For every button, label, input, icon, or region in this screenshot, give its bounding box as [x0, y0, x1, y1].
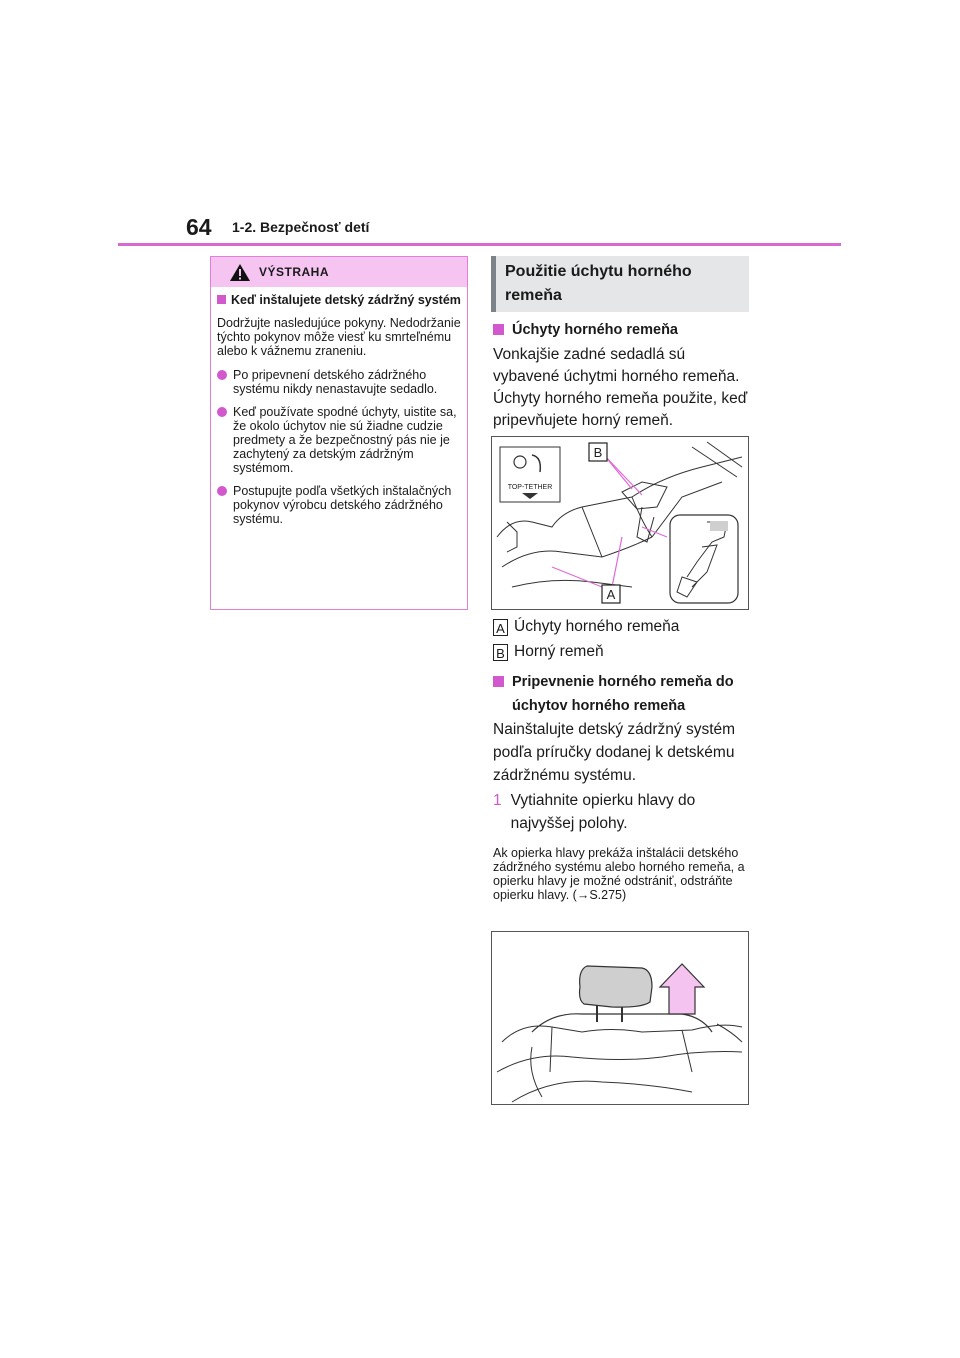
round-bullet-icon [217, 486, 227, 496]
header-rule [118, 243, 841, 246]
tether-anchor-illustration [492, 437, 747, 608]
round-bullet-icon [217, 407, 227, 417]
step-1 [493, 789, 749, 835]
note-headrest: Ak opierka hlavy prekáža inštalácii detského zádržného systému alebo horného remeňa, a opierku hlavy je možné odstrániť, odstráňte opierku hlavy. (→S.275) [493, 846, 745, 902]
square-bullet-icon [493, 676, 504, 687]
warning-bullet [217, 484, 463, 526]
round-bullet-icon [217, 370, 227, 380]
paragraph-use-anchors: Úchyty horného remeňa použite, keď pripevňujete horný remeň. [493, 390, 748, 429]
warning-subheading-row [217, 293, 463, 307]
legend-item-a [493, 618, 679, 636]
warning-bullet-text: Po pripevnení detského zádržného systému nikdy nenastavujte sedadlo. [233, 368, 438, 396]
step-number: 1 [493, 792, 502, 809]
legend-key-b: B [493, 644, 508, 661]
section-heading: Použitie úchytu horného remeňa [491, 256, 749, 312]
subheading-anchors [493, 318, 749, 342]
arrow-up-icon [660, 964, 704, 1014]
warning-header [211, 257, 467, 287]
square-bullet-icon [217, 295, 226, 304]
page-number: 64 [186, 214, 212, 240]
legend-item-b [493, 643, 604, 661]
subheading-attaching-text: Pripevnenie horného remeňa do úchytov horného remeňa [512, 674, 734, 714]
warning-bullet-text: Postupujte podľa všetkých inštalačných pokynov výrobcu detského zádržného systému. [233, 484, 452, 526]
step-text: Vytiahnite opierku hlavy do najvyššej polohy. [510, 792, 696, 832]
top-tether-tag [500, 447, 560, 502]
warning-bullet-text: Keď používate spodné úchyty, uistite sa, že okolo úchytov nie sú žiadne cudzie predmety a že bezpečnostný pás nie je zachytený za detským zádržným systémom. [233, 405, 457, 475]
headrest-illustration [492, 932, 747, 1103]
subheading-anchors-text: Úchyty horného remeňa [512, 322, 678, 338]
warning-body [217, 293, 463, 535]
warning-box [210, 256, 468, 610]
figure-headrest [491, 931, 749, 1105]
warning-bullet [217, 405, 463, 475]
legend-key-a: A [493, 619, 508, 636]
paragraph-vehicle-equipped: Vonkajšie zadné sedadlá sú vybavené úchytmi horného remeňa. [493, 346, 740, 385]
paragraph-install: Nainštalujte detský zádržný systém podľa príručky dodanej k detskému zádržnému systému. [493, 721, 736, 784]
callout-b: B [593, 445, 603, 460]
warning-title: VÝSTRAHA [259, 265, 330, 279]
square-bullet-icon [493, 324, 504, 335]
top-tether-label: TOP-TETHER [507, 484, 553, 491]
legend-text-b: Horný remeň [514, 643, 604, 660]
warning-intro: Dodržujte nasledujúce pokyny. Nedodržanie týchto pokynov môže viesť ku smrteľnému alebo k vážnemu zraneniu. [217, 316, 461, 358]
legend-text-a: Úchyty horného remeňa [514, 618, 680, 635]
warning-triangle-icon [229, 263, 251, 282]
callout-a: A [606, 587, 616, 602]
warning-bullet [217, 368, 463, 396]
figure-tether-anchors [491, 436, 749, 610]
subheading-attaching [493, 670, 749, 718]
warning-subheading: Keď inštalujete detský zádržný systém [231, 293, 461, 307]
section-title: 1-2. Bezpečnosť detí [232, 219, 370, 235]
